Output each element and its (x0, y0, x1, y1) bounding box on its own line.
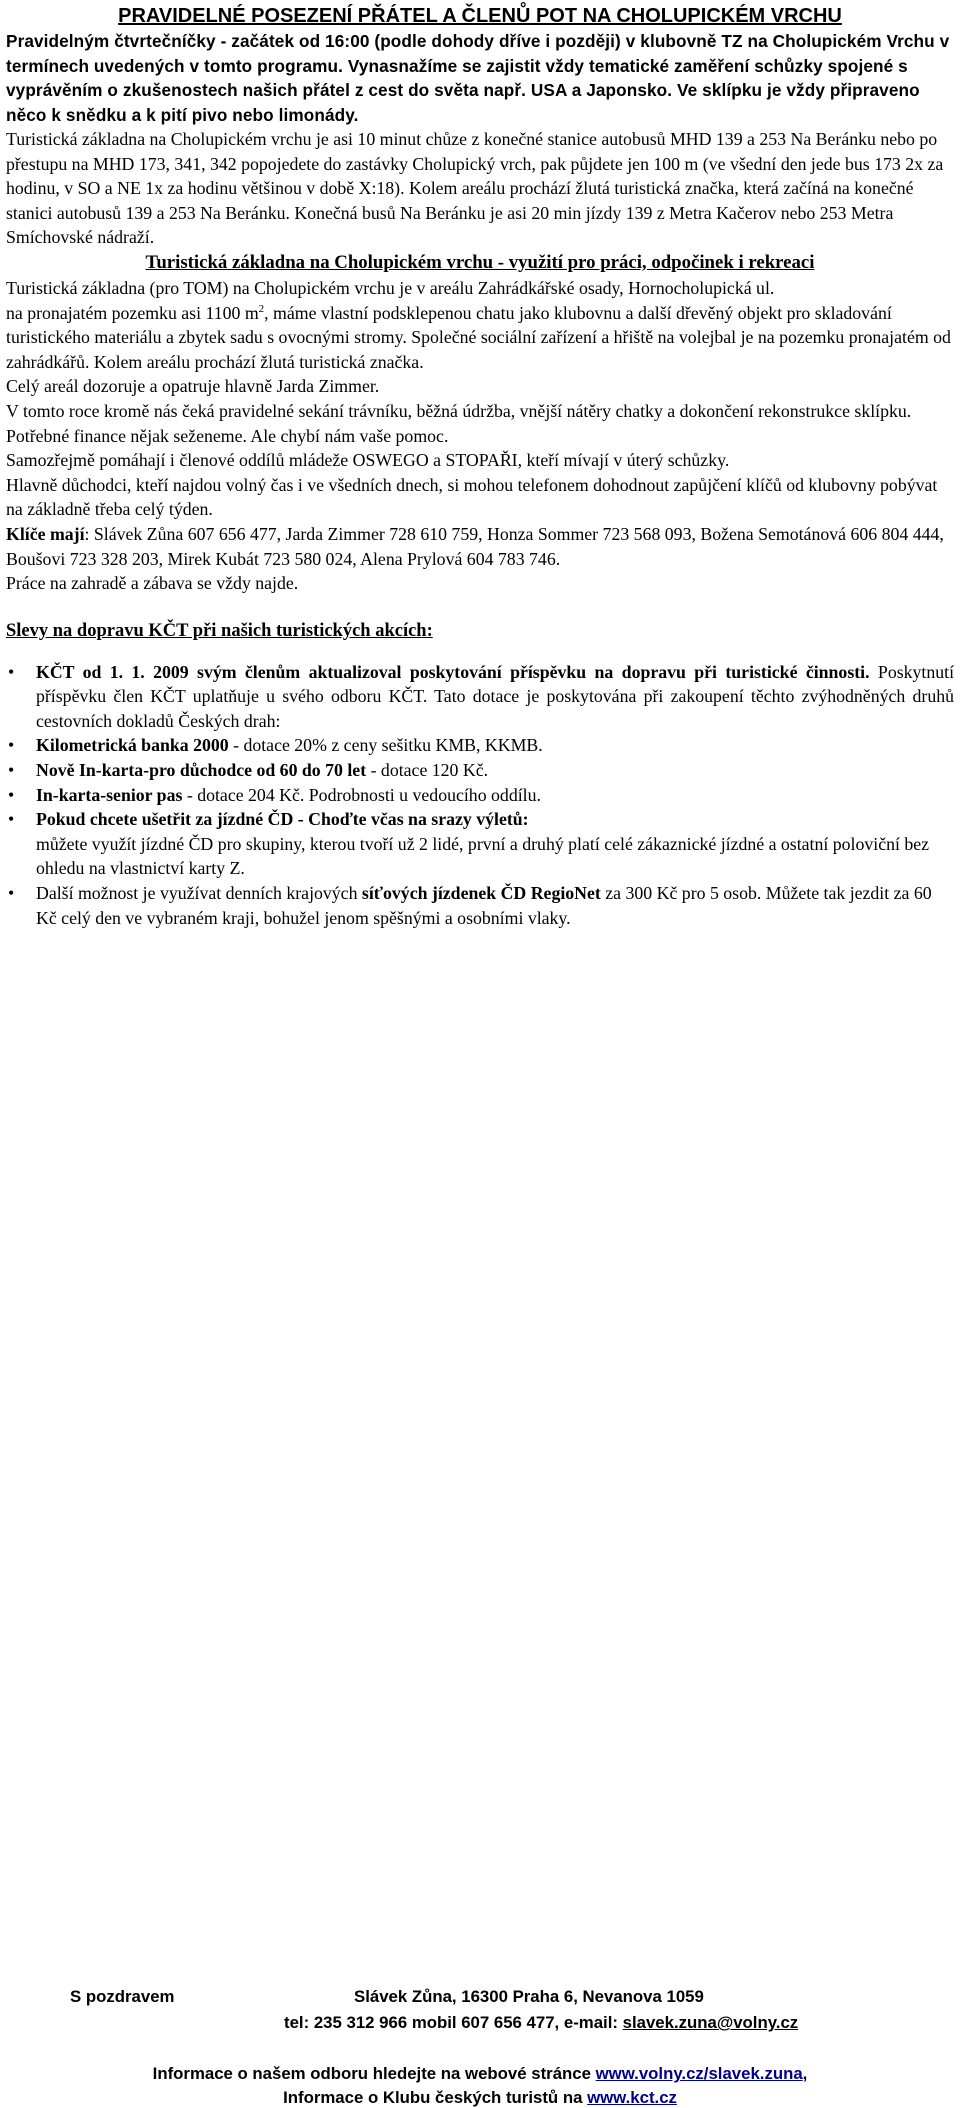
keys-paragraph (6, 522, 954, 571)
list-item-bold: In-karta-senior pas (36, 784, 183, 805)
kct-web-link[interactable]: www.kct.cz (587, 2088, 677, 2108)
list-item (6, 660, 954, 734)
base-area-paragraph (6, 301, 954, 375)
list-item (6, 881, 954, 930)
list-item-text: můžete využít jízdné ČD pro skupiny, kterou tvoří už 2 lidé, první a druhý platí celé zákaznické jízdné a ostatní poloviční bez ohledu na vlastnictví karty Z. (36, 833, 930, 879)
list-item-bold: Pokud chcete ušetřit za jízdné ČD - Choďte včas na srazy výletů: (36, 809, 529, 830)
list-item-bold: síťových jízdenek ČD RegioNet (361, 883, 601, 904)
sender-contact (284, 2013, 798, 2033)
base-location-line: Turistická základna (pro TOM) na Cholupickém vrchu je v areálu Zahrádkářské osady, Hornocholupická ul. (6, 277, 775, 298)
list-item (6, 807, 954, 881)
bullet-icon: • (8, 760, 15, 781)
info-text: Informace o našem odboru hledejte na webové stránce (152, 2064, 596, 2084)
base-supervisor-line: Celý areál dozoruje a opatruje hlavně Jarda Zimmer. (6, 376, 380, 397)
discount-list (6, 660, 954, 931)
section-heading-base: Turistická základna na Cholupickém vrchu - využití pro práci, odpočinek i rekreaci (145, 251, 815, 273)
odbor-web-link[interactable]: www.volny.cz/slavek.zuna (595, 2064, 803, 2084)
list-item-text: - dotace 120 Kč. (366, 760, 489, 781)
base-maintenance-paragraph: V tomto roce kromě nás čeká pravidelné sekání trávníku, běžná údržba, vnější nátěry chatky a dokončení rekonstrukce sklípku. Potřebné finance nějak seženeme. Ale chybí nám vaše pomoc. (6, 400, 912, 446)
bullet-icon: • (8, 809, 15, 830)
list-item-bold: Kilometrická banka 2000 (36, 735, 229, 756)
list-item-text: Poskytnutí příspěvku člen KČT uplatňuje u svého odboru KČT. Tato dotace je poskytována při zakoupení těchto zvýhodněných druhů cestovních dokladů Českých drah: (36, 661, 955, 731)
intro-paragraph: Pravidelným čtvrtečníčky - začátek od 16:00 (podle dohody dříve i později) v klubovně TZ na Cholupickém Vrchu v termínech uvedených v tomto programu. Vynasnažíme se zajistit vždy tematické zaměření schůzky spojené s vyprávěním o zkušenostech našich přátel z cest do světa např. USA a Japonsko. Ve sklípku je vždy připraveno něco k snědku a k pití pivo nebo limonády. (6, 31, 950, 125)
greeting: S pozdravem (70, 1987, 175, 2007)
list-item (6, 733, 954, 758)
bullet-icon: • (8, 735, 15, 756)
info-line-odbor (0, 2064, 960, 2084)
bullet-icon: • (8, 883, 15, 904)
info-punct: , (802, 2064, 808, 2084)
transport-paragraph: Turistická základna na Cholupickém vrchu je asi 10 minut chůze z konečné stanice autobusů MHD 139 a 253 Na Beránku nebo po přestupu na MHD 173, 341, 342 popojedete do zastávky Cholupický vrch, pak půjdete jen 100 m (ve všední den jede bus 173 2x za hodinu, v SO a NE 1x za hodinu většinou v době X:18). Kolem areálu prochází žlutá turistická značka, která začíná na konečné stanici autobusů 139 a 253 Na Beránku. Konečná busů Na Beránku je asi 20 min jízdy 139 z Metra Kačerov nebo 253 Metra Smíchovské nádraží. (6, 129, 944, 248)
email-link[interactable]: slavek.zuna@volny.cz (622, 2013, 799, 2033)
list-item-bold: KČT od 1. 1. 2009 svým členům aktualizoval poskytování příspěvku na dopravu při turistické činnosti. (36, 661, 870, 682)
list-item-text: - dotace 204 Kč. Podrobnosti u vedoucího oddílu. (182, 784, 541, 805)
contact-text: tel: 235 312 966 mobil 607 656 477, e-mail: (284, 2013, 623, 2033)
base-closing-line: Práce na zahradě a zábava se vždy najde. (6, 573, 299, 594)
keys-text: : Slávek Zůna 607 656 477, Jarda Zimmer 728 610 759, Honza Sommer 723 568 093, Božena Semotánová 606 804 444, Boušovi 723 328 203, Mirek Kubát 723 580 024, Alena Prylová 604 783 746. (6, 523, 944, 569)
info-text: Informace o Klubu českých turistů na (283, 2088, 588, 2108)
base-retirees-paragraph: Hlavně důchodci, kteří najdou volný čas i ve všedních dnech, si mohou telefonem dohodnout zapůjčení klíčů od klubovny pobývat na základně třeba celý týden. (6, 474, 938, 520)
base-area-pre: na pronajatém pozemku asi 1100 m (6, 302, 259, 323)
document-page (0, 0, 960, 930)
base-area-post: , máme vlastní podsklepenou chatu jako klubovnu a další dřevěný objekt pro skladování turistického materiálu a zbytek sadu s ovocnými stromy. Společné sociální zařízení a hřiště na volejbal je na pozemku pronajatém od zahrádkářů. Kolem areálu prochází žlutá turistická značka. (6, 302, 951, 372)
base-area-sup: 2 (258, 302, 265, 315)
list-item-text: - dotace 20% z ceny sešitku KMB, KKMB. (228, 735, 543, 756)
keys-label: Klíče mají (6, 523, 85, 544)
list-item (6, 783, 954, 808)
page-title: PRAVIDELNÉ POSEZENÍ PŘÁTEL A ČLENŮ POT NA CHOLUPICKÉM VRCHU (118, 5, 842, 27)
base-youth-line: Samozřejmě pomáhají i členové oddílů mládeže OSWEGO a STOPAŘI, kteří mívají v úterý schůzky. (6, 450, 730, 471)
list-item-text: za 300 Kč pro 5 osob. Můžete tak jezdit za 60 Kč celý den ve vybraném kraji, bohužel jenom spěšnými a osobními vlaky. (36, 883, 932, 928)
list-item-pre: Další možnost je využívat denních krajových (36, 883, 362, 904)
list-item (6, 758, 954, 783)
section-heading-discounts: Slevy na dopravu KČT při našich turistických akcích: (6, 620, 433, 641)
info-line-kct (0, 2088, 960, 2108)
bullet-icon: • (8, 661, 15, 682)
list-item-bold: Nově In-karta-pro důchodce od 60 do 70 let (36, 760, 367, 781)
bullet-icon: • (8, 784, 15, 805)
sender-address: Slávek Zůna, 16300 Praha 6, Nevanova 1059 (354, 1987, 704, 2007)
